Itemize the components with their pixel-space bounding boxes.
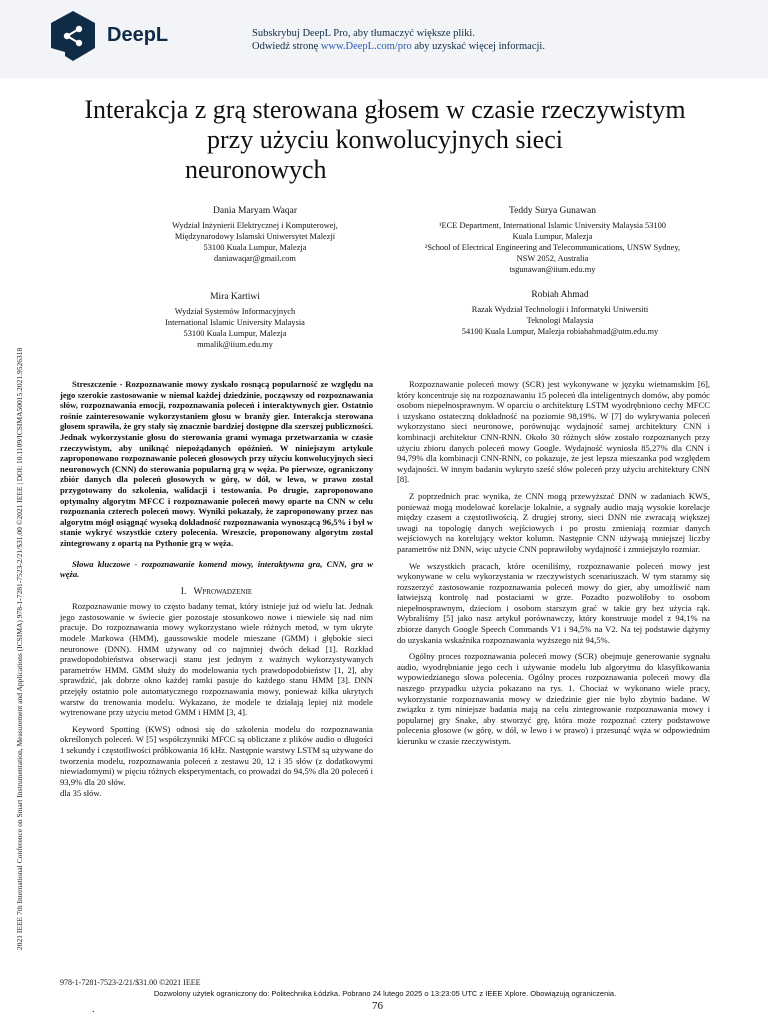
body-paragraph: Ogólny proces rozpoznawania poleceń mowy (SCR) obejmuje generowanie sygnału audio, wyodrębnianie jego cech i używanie modelu lub algorytmu do klasyfikowania wypowiedzianego słowa polecenia. Ogólny proces rozpoznawania poleceń mowy dla naszego przypadku użycia pokazano na rys. 1. Chociaż w wykonano wiele pracy, wykorzystanie rozpoznawania mowy w dziedzinie gier nie było zbytnio badane. W związku z tym niniejsze badania mają na celu zintegrowanie rozpoznawania mowy i popularnej gry Snake, aby stworzyć grę, która może rozpoznać cztery podstawowe polecenia głosowe (w górę, w dół, w lewo i w prawo) i przesunąć węża w odpowiednim kierunku w czasie rzeczywistym. xyxy=(397,651,710,746)
promo-line-1: Subskrybuj DeepL Pro, aby tłumaczyć większe pliki. xyxy=(252,28,475,39)
author-email: 54100 Kuala Lumpur, Malezja robiahahmad@utm.edu.my xyxy=(461,327,659,336)
author-affiliation: ¹ECE Department, International Islamic University Malaysia 53100 xyxy=(439,221,666,230)
page-number: 76 xyxy=(372,1000,383,1012)
title-line-1: Interakcja z grą sterowana głosem w czasie rzeczywistym xyxy=(84,95,686,124)
author-affiliation: Kuala Lumpur, Malezja xyxy=(512,232,593,241)
author-affiliation: Razak Wydział Technologii i Informatyki Uniwersiti xyxy=(471,305,649,314)
deepl-pro-link[interactable]: www.DeepL.com/pro xyxy=(320,41,412,52)
author-block-3 xyxy=(120,292,350,350)
author-affiliation: Wydział Inżynierii Elektrycznej i Komputerowej, xyxy=(172,221,338,230)
body-paragraph: We wszystkich pracach, które oceniliśmy, rozpoznawanie poleceń mowy jest wykonywane w celu wykorzystania w rzeczywistych scenariuszach. W tym staramy się rozszerzyć zastosowanie rozpoznawania poleceń mowy do gier, aby umożliwić nam łatwiejszą kontrolę nad postaciami w grze. Pozadto pozwoliłoby to osobom niepełnosprawnym, dzieciom i osobom starszym grać w takie gry bez użycia rąk. Wybraliśmy [5] jako nasz artykuł porównawczy, który konstruuje model z 94,1% na zbiorze danych Google Speech Commands V1 i 94,5% na V2. Na tej podstawie dążymy do uzyskania wskaźnika rozpoznawania wyższego niż 94,5%. xyxy=(397,560,710,645)
paper-title xyxy=(55,95,715,185)
left-column xyxy=(60,379,373,799)
intro-paragraph-tail: dla 35 słów. xyxy=(60,788,102,799)
author-affiliation: ²School of Electrical Engineering and Telecommunications, UNSW Sydney, xyxy=(424,243,681,252)
right-column xyxy=(397,379,710,747)
author-affiliation: NSW 2052, Australia xyxy=(516,254,589,263)
author-name: Mira Kartiwi xyxy=(210,292,260,302)
section-heading: I. Wprowadzenie xyxy=(180,586,253,597)
author-name: Robiah Ahmad xyxy=(531,290,589,300)
deepl-banner xyxy=(0,0,768,78)
deepl-logo-icon[interactable] xyxy=(47,10,99,62)
author-block-1 xyxy=(130,206,380,264)
deepl-promo xyxy=(252,27,545,53)
author-email: tsgunawan@iium.edu.my xyxy=(509,265,596,274)
keywords: Słowa kluczowe - rozpoznawanie komend mowy, interaktywna gra, CNN, gra w węża. xyxy=(60,558,373,580)
author-affiliation: 53100 Kuala Lumpur, Malezja xyxy=(183,329,287,338)
side-citation: 2021 IEEE 7th International Conference on Smart Instrumentation, Measurement and Applications (ICSIMA) 978-1-7281-7523-2/21/$31.00 ©2021 IEEE | DOI: 10.1109/ICSIMA50015.2021.9526318 xyxy=(15,347,24,950)
author-block-2 xyxy=(385,206,720,275)
author-affiliation: 53100 Kuala Lumpur, Malezja xyxy=(203,243,307,252)
abstract: Streszczenie - Rozpoznawanie mowy zyskało rosnącą popularność ze względu na jego szerokie zastosowanie w niemal każdej dziedzinie, począwszy od rozpoznawania słów, rozpoznawania emocji, rozpoznawania poleceń i interaktywnych gier. Ostatnio rośnie zainteresowanie wykorzystaniem głosu w branży gier. Interakcja sterowana głosem sprawiła, że gry stały się znacznie bardziej dostępne dla szerszej publiczności. Jednak wykorzystanie głosu do sterowania grami wymaga przetwarzania w czasie rzeczywistym, aby uniknąć niepożądanych opóźnień. W niniejszym artykule zaproponowano rozpoznawanie poleceń głosowych przy użyciu konwolucyjnych sieci neuronowych (CNN) do sterowania popularną grą w węża. Po pierwsze, ograniczony zbiór danych dla poleceń głosowych w górę, w dół, w lewo, w prawo został przygotowany do szkolenia, walidacji i testowania. Po drugie, zaproponowano optymalny algorytm MFCC i rozpoznawanie poleceń mowy oparte na CNN w celu rozpoznania czterech poleceń mowy. Wyniki pokazały, że zaproponowany przez nas algorytm mógł osiągnąć wysoką dokładność rozpoznawania wynoszącą 96,5% i był w stanie wykryć wszystkie cztery polecenia. Wreszcie, proponowany algorytm został zintegrowany z opartą na Pythonie grą w węża. xyxy=(60,379,373,548)
body-paragraph: Z poprzednich prac wynika, że CNN mogą przewyższać DNN w zadaniach KWS, ponieważ mogą modelować korelacje lokalnie, a sygnały audio mają wysokie korelacje między czasem a częstotliwością. Z drugiej strony, sieci DNN nie zwracają większej uwagi na topologię danych wejściowych i po prostu zmieniają rozmiar danych wejściowych na korelujący wektor kolumn. Następnie CNN używają mniejszej liczby parametrów niż DNN, więc użycie CNN poprawiłoby wydajność i zmniejszyło rozmiar. xyxy=(397,490,710,554)
promo-line-2: Odwiedź stronę www.DeepL.com/pro aby uzyskać więcej informacji. xyxy=(252,41,545,52)
intro-paragraph: Rozpoznawanie mowy to często badany temat, który istnieje już od wielu lat. Jednak jego zastosowanie w świecie gier pozostaje stosunkowo nowe i niewiele się nad nim pracuje. Do rozpoznawania mowy wykorzystano wiele różnych metod, w tym ukryte modele Markowa (HMM), gaussowskie modele mieszane (GMM) i głębokie sieci neuronowe (DNN). HMM używany od co najmniej dwóch dekad [1]. Rozkład prawdopodobieństwa obserwacji stanu jest jednym z ważnych wykorzystywanych parametrów HMM. GMM służy do modelowania tych prawdopodobieństw [1, 2], aby sprawdzić, jak dobrze okno każdej ramki pasuje do każdego stanu HMM [3]. DNN przejęły ostatnio pole automatycznego rozpoznawania mowy, ponieważ kilka ukrytych warstw do trenowania modelu. Wykazano, że modele te działają lepiej niż modele wytrenowane przy użyciu metod GMM i HMM [3, 4]. xyxy=(60,601,373,718)
author-name: Teddy Surya Gunawan xyxy=(509,206,596,216)
author-block-4 xyxy=(410,290,710,337)
author-name: Dania Maryam Waqar xyxy=(213,206,297,216)
deepl-brand: DeepL xyxy=(107,24,169,46)
author-affiliation: Wydział Systemów Informacyjnych xyxy=(174,307,296,316)
author-email: mmalik@iium.edu.my xyxy=(197,340,273,349)
copyright-line: 978-1-7281-7523-2/21/$31.00 ©2021 IEEE xyxy=(60,978,201,987)
author-affiliation: Teknologi Malaysia xyxy=(526,316,594,325)
intro-paragraph: Keyword Spotting (KWS) odnosi się do szkolenia modelu do rozpoznawania określonych poleceń. W [5] współczynniki MFCC są obliczane z plików audio o długości 1 sekundy i częstotliwości próbkowania 16 kHz. Następnie warstwy LSTM są używane do tworzenia modelu, rozpoznawania poleceń z zestawu 20, 12 i 35 słów (z dodatkowymi niewiadomymi) w pięciu różnych eksperymentach, co prowadzi do 94,5% dla 20 poleceń i 93,9% dla 20 słów. xyxy=(60,723,373,787)
author-affiliation: International Islamic University Malaysia xyxy=(165,318,305,327)
footer-dot: . xyxy=(92,1004,95,1015)
title-line-3: neuronowych xyxy=(185,155,327,184)
title-line-2: przy użyciu konwolucyjnych sieci xyxy=(207,125,563,154)
author-email: daniawaqar@gmail.com xyxy=(214,254,296,263)
body-paragraph: Rozpoznawanie poleceń mowy (SCR) jest wykonywane w języku wietnamskim [6], który koncentruje się na rozpoznawaniu 15 poleceń dla inteligentnych domów, aby pomóc osobom niepełnosprawnym. W oparciu o architekturę LSTM wyodrębniono cechy MFCC i uzyskano ostateczną dokładność na poziomie 98,19%. W [7] do wykrywania poleceń wykorzystano sieci neuronowe, porównując wydajność samej architektury CNN i kombinacji architektur CNN-RNN. Około 30 różnych słów zostało rozpoznanych przy użyciu zbioru danych poleceń mowy Google. Wydajność wyniosła 85,27% dla CNN i 94,79% dla kombinacji CNN-RNN, co pokazuje, że jest lepsza mieszanka pod względem wydajności. W innym badaniu wykryto sześć słów poleceń przy użyciu architektury CNN [8]. xyxy=(397,379,710,485)
license-line: Dozwolony użytek ograniczony do: Politechnika Łódzka. Pobrano 24 lutego 2025 o 13:23:05 UTC z IEEE Xplore. Obowiązują ograniczenia. xyxy=(153,989,617,998)
author-affiliation: Międzynarodowy Islamski Uniwersytet Malezji xyxy=(174,232,336,241)
